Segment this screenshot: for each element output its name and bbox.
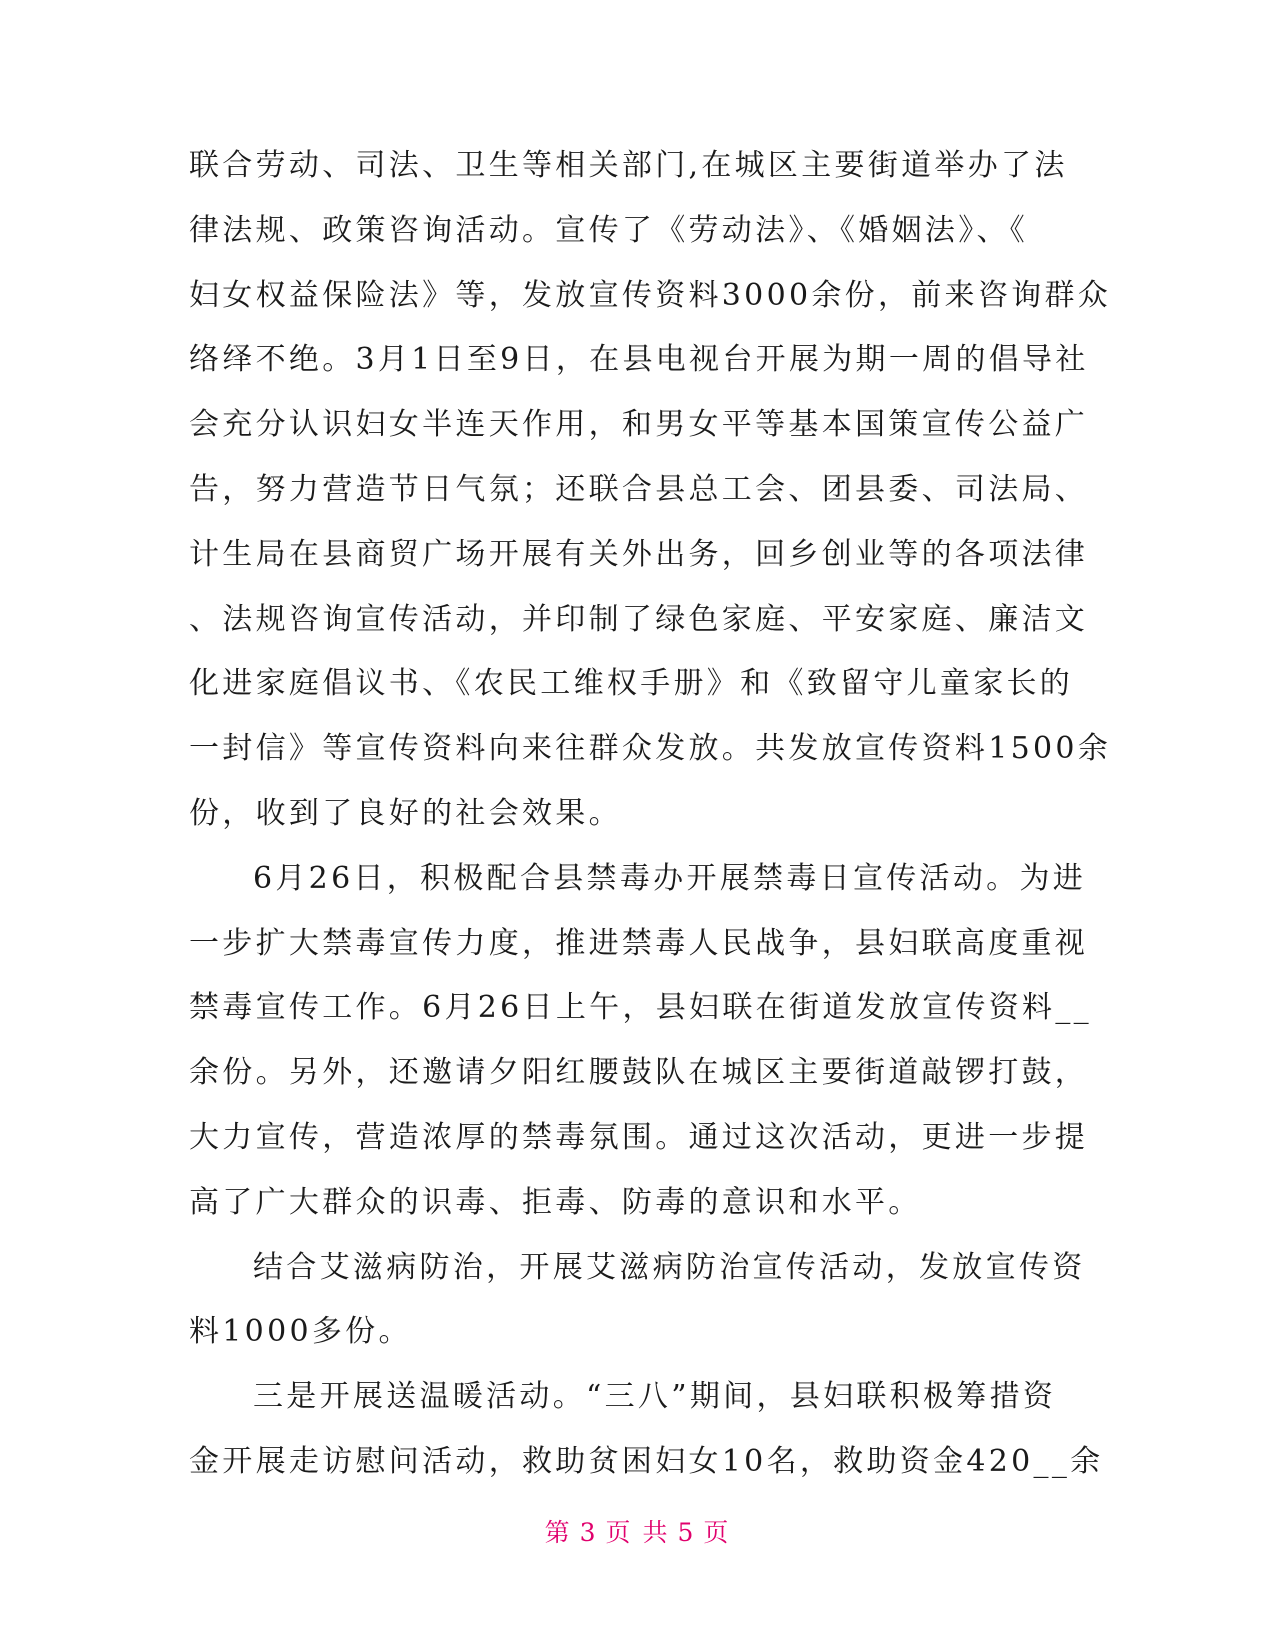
page-footer (0, 1518, 1275, 1548)
paragraph-start-line: 结合艾滋病防治，开展艾滋病防治宣传活动，发放宣传资 (253, 1249, 1086, 1285)
text-line: 计生局在县商贸广场开展有关外出务，回乡创业等的各项法律 (189, 536, 1089, 572)
text-line: 一步扩大禁毒宣传力度，推进禁毒人民战争，县妇联高度重视 (189, 925, 1089, 961)
text-line: 禁毒宣传工作。6月26日上午，县妇联在街道发放宣传资料__ (189, 990, 1092, 1026)
paragraph-start-line: 6月26日，积极配合县禁毒办开展禁毒日宣传活动。为进 (253, 860, 1087, 896)
text-line: 一封信》等宣传资料向来往群众发放。共发放宣传资料1500余 (189, 731, 1112, 767)
text-line: 份，收到了良好的社会效果。 (189, 795, 622, 831)
total-pages-number: 5 (677, 1518, 696, 1547)
text-line: 化进家庭倡议书、《农民工维权手册》和《致留守儿童家长的 (189, 666, 1074, 702)
current-page-number: 3 (579, 1518, 598, 1547)
text-line: 会充分认识妇女半连天作用，和男女平等基本国策宣传公益广 (189, 407, 1089, 443)
text-line: 余份。另外，还邀请夕阳红腰鼓队在城区主要街道敲锣打鼓， (189, 1055, 1089, 1091)
footer-suffix: 页 (703, 1518, 731, 1547)
text-line: 大力宣传，营造浓厚的禁毒氛围。通过这次活动，更进一步提 (189, 1119, 1089, 1155)
text-line: 联合劳动、司法、卫生等相关部门,在城区主要街道举办了法 (189, 148, 1068, 183)
text-line: 金开展走访慰问活动，救助贫困妇女10名，救助资金420__余 (189, 1443, 1104, 1479)
text-line: 告，努力营造节日气氛；还联合县总工会、团县委、司法局、 (189, 471, 1089, 507)
text-line: 络绎不绝。3月1日至9日，在县电视台开展为期一周的倡导社 (189, 342, 1089, 378)
text-line: 律法规、政策咨询活动。宣传了《劳动法》、《婚姻法》、《 (189, 212, 1029, 248)
text-line: 、法规咨询宣传活动，并印制了绿色家庭、平安家庭、廉洁文 (189, 601, 1089, 637)
text-line: 高了广大群众的识毒、拒毒、防毒的意识和水平。 (189, 1184, 922, 1220)
footer-middle: 页 共 (605, 1518, 670, 1547)
paragraph-start-line: 三是开展送温暖活动。“三八”期间，县妇联积极筹措资 (253, 1379, 1057, 1415)
text-line: 料1000多份。 (189, 1314, 412, 1350)
text-line: 妇女权益保险法》等，发放宣传资料3000余份，前来咨询群众 (189, 277, 1112, 313)
document-body (189, 146, 1112, 1507)
footer-prefix: 第 (544, 1518, 572, 1547)
